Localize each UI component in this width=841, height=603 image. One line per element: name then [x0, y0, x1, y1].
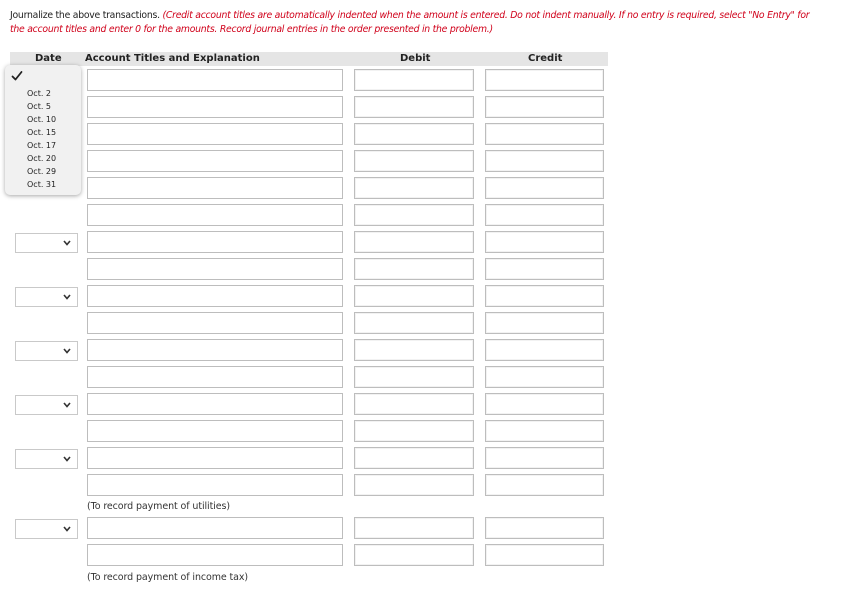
credit-input[interactable] — [485, 366, 604, 388]
journal-row — [0, 420, 841, 444]
credit-input[interactable] — [485, 420, 604, 442]
chevron-down-icon — [62, 454, 72, 464]
account-input[interactable] — [87, 393, 343, 415]
debit-input[interactable] — [354, 69, 474, 91]
debit-input[interactable] — [354, 366, 474, 388]
journal-row — [0, 474, 841, 498]
account-input[interactable] — [87, 285, 343, 307]
date-option[interactable]: Oct. 15 — [27, 128, 57, 137]
header-account: Account Titles and Explanation — [85, 53, 260, 64]
credit-input[interactable] — [485, 123, 604, 145]
account-input[interactable] — [87, 312, 343, 334]
journal-row — [0, 96, 841, 120]
debit-input[interactable] — [354, 420, 474, 442]
date-options-list — [27, 87, 56, 191]
account-input[interactable] — [87, 544, 343, 566]
chevron-down-icon — [62, 400, 72, 410]
journal-row — [0, 258, 841, 282]
credit-input[interactable] — [485, 231, 604, 253]
account-input[interactable] — [87, 474, 343, 496]
credit-input[interactable] — [485, 150, 604, 172]
credit-input[interactable] — [485, 204, 604, 226]
account-input[interactable] — [87, 231, 343, 253]
table-header — [10, 52, 608, 66]
debit-input[interactable] — [354, 150, 474, 172]
debit-input[interactable] — [354, 517, 474, 539]
date-select[interactable] — [15, 287, 78, 307]
journal-row — [0, 177, 841, 201]
credit-input[interactable] — [485, 544, 604, 566]
instructions-lead: Journalize the above transactions. — [10, 10, 163, 21]
journal-row — [0, 231, 841, 255]
credit-input[interactable] — [485, 69, 604, 91]
date-option[interactable]: Oct. 10 — [27, 115, 57, 124]
credit-input[interactable] — [485, 285, 604, 307]
credit-input[interactable] — [485, 517, 604, 539]
date-select[interactable] — [15, 395, 78, 415]
header-credit: Credit — [528, 53, 563, 64]
debit-input[interactable] — [354, 393, 474, 415]
journal-row — [0, 123, 841, 147]
credit-input[interactable] — [485, 177, 604, 199]
date-option[interactable]: Oct. 17 — [27, 141, 57, 150]
date-dropdown-menu[interactable] — [5, 65, 81, 195]
account-input[interactable] — [87, 123, 343, 145]
debit-input[interactable] — [354, 339, 474, 361]
date-select[interactable] — [15, 341, 78, 361]
header-date: Date — [35, 53, 62, 64]
date-option[interactable]: Oct. 29 — [27, 167, 57, 176]
debit-input[interactable] — [354, 447, 474, 469]
journal-row — [0, 544, 841, 568]
account-input[interactable] — [87, 150, 343, 172]
credit-input[interactable] — [485, 96, 604, 118]
journal-row — [0, 366, 841, 390]
date-option[interactable]: Oct. 2 — [27, 89, 52, 98]
date-option[interactable]: Oct. 20 — [27, 154, 57, 163]
account-input[interactable] — [87, 339, 343, 361]
debit-input[interactable] — [354, 544, 474, 566]
chevron-down-icon — [62, 524, 72, 534]
debit-input[interactable] — [354, 258, 474, 280]
memo-utilities: (To record payment of utilities) — [87, 501, 230, 512]
journal-row — [0, 447, 841, 471]
account-input[interactable] — [87, 258, 343, 280]
debit-input[interactable] — [354, 204, 474, 226]
debit-input[interactable] — [354, 312, 474, 334]
date-select[interactable] — [15, 449, 78, 469]
date-option[interactable]: Oct. 5 — [27, 102, 52, 111]
account-input[interactable] — [87, 517, 343, 539]
date-select[interactable] — [15, 519, 78, 539]
account-input[interactable] — [87, 177, 343, 199]
journal-row — [0, 312, 841, 336]
credit-input[interactable] — [485, 447, 604, 469]
account-input[interactable] — [87, 204, 343, 226]
debit-input[interactable] — [354, 96, 474, 118]
account-input[interactable] — [87, 366, 343, 388]
account-input[interactable] — [87, 420, 343, 442]
credit-input[interactable] — [485, 393, 604, 415]
account-input[interactable] — [87, 96, 343, 118]
account-input[interactable] — [87, 69, 343, 91]
journal-row — [0, 285, 841, 309]
debit-input[interactable] — [354, 474, 474, 496]
header-debit: Debit — [400, 53, 431, 64]
journal-row — [0, 339, 841, 363]
instructions-note: (Credit account titles are automatically indented when the amount is entered. Do not indent manually. If no entry is required, select "No Entry" for the account titles and enter 0 for the amounts. Record journal entries in the order presented in the problem.) — [10, 10, 810, 35]
chevron-down-icon — [62, 346, 72, 356]
debit-input[interactable] — [354, 123, 474, 145]
journal-row — [0, 69, 841, 93]
instructions — [10, 9, 825, 37]
journal-row — [0, 150, 841, 174]
journal-row — [0, 393, 841, 417]
credit-input[interactable] — [485, 474, 604, 496]
debit-input[interactable] — [354, 285, 474, 307]
checkmark-icon — [11, 70, 23, 82]
credit-input[interactable] — [485, 258, 604, 280]
chevron-down-icon — [62, 238, 72, 248]
date-select[interactable] — [15, 233, 78, 253]
date-option[interactable]: Oct. 31 — [27, 180, 57, 189]
memo-income-tax: (To record payment of income tax) — [87, 572, 248, 583]
chevron-down-icon — [62, 292, 72, 302]
credit-input[interactable] — [485, 312, 604, 334]
credit-input[interactable] — [485, 339, 604, 361]
debit-input[interactable] — [354, 177, 474, 199]
debit-input[interactable] — [354, 231, 474, 253]
journal-row — [0, 204, 841, 228]
journal-row — [0, 517, 841, 541]
account-input[interactable] — [87, 447, 343, 469]
